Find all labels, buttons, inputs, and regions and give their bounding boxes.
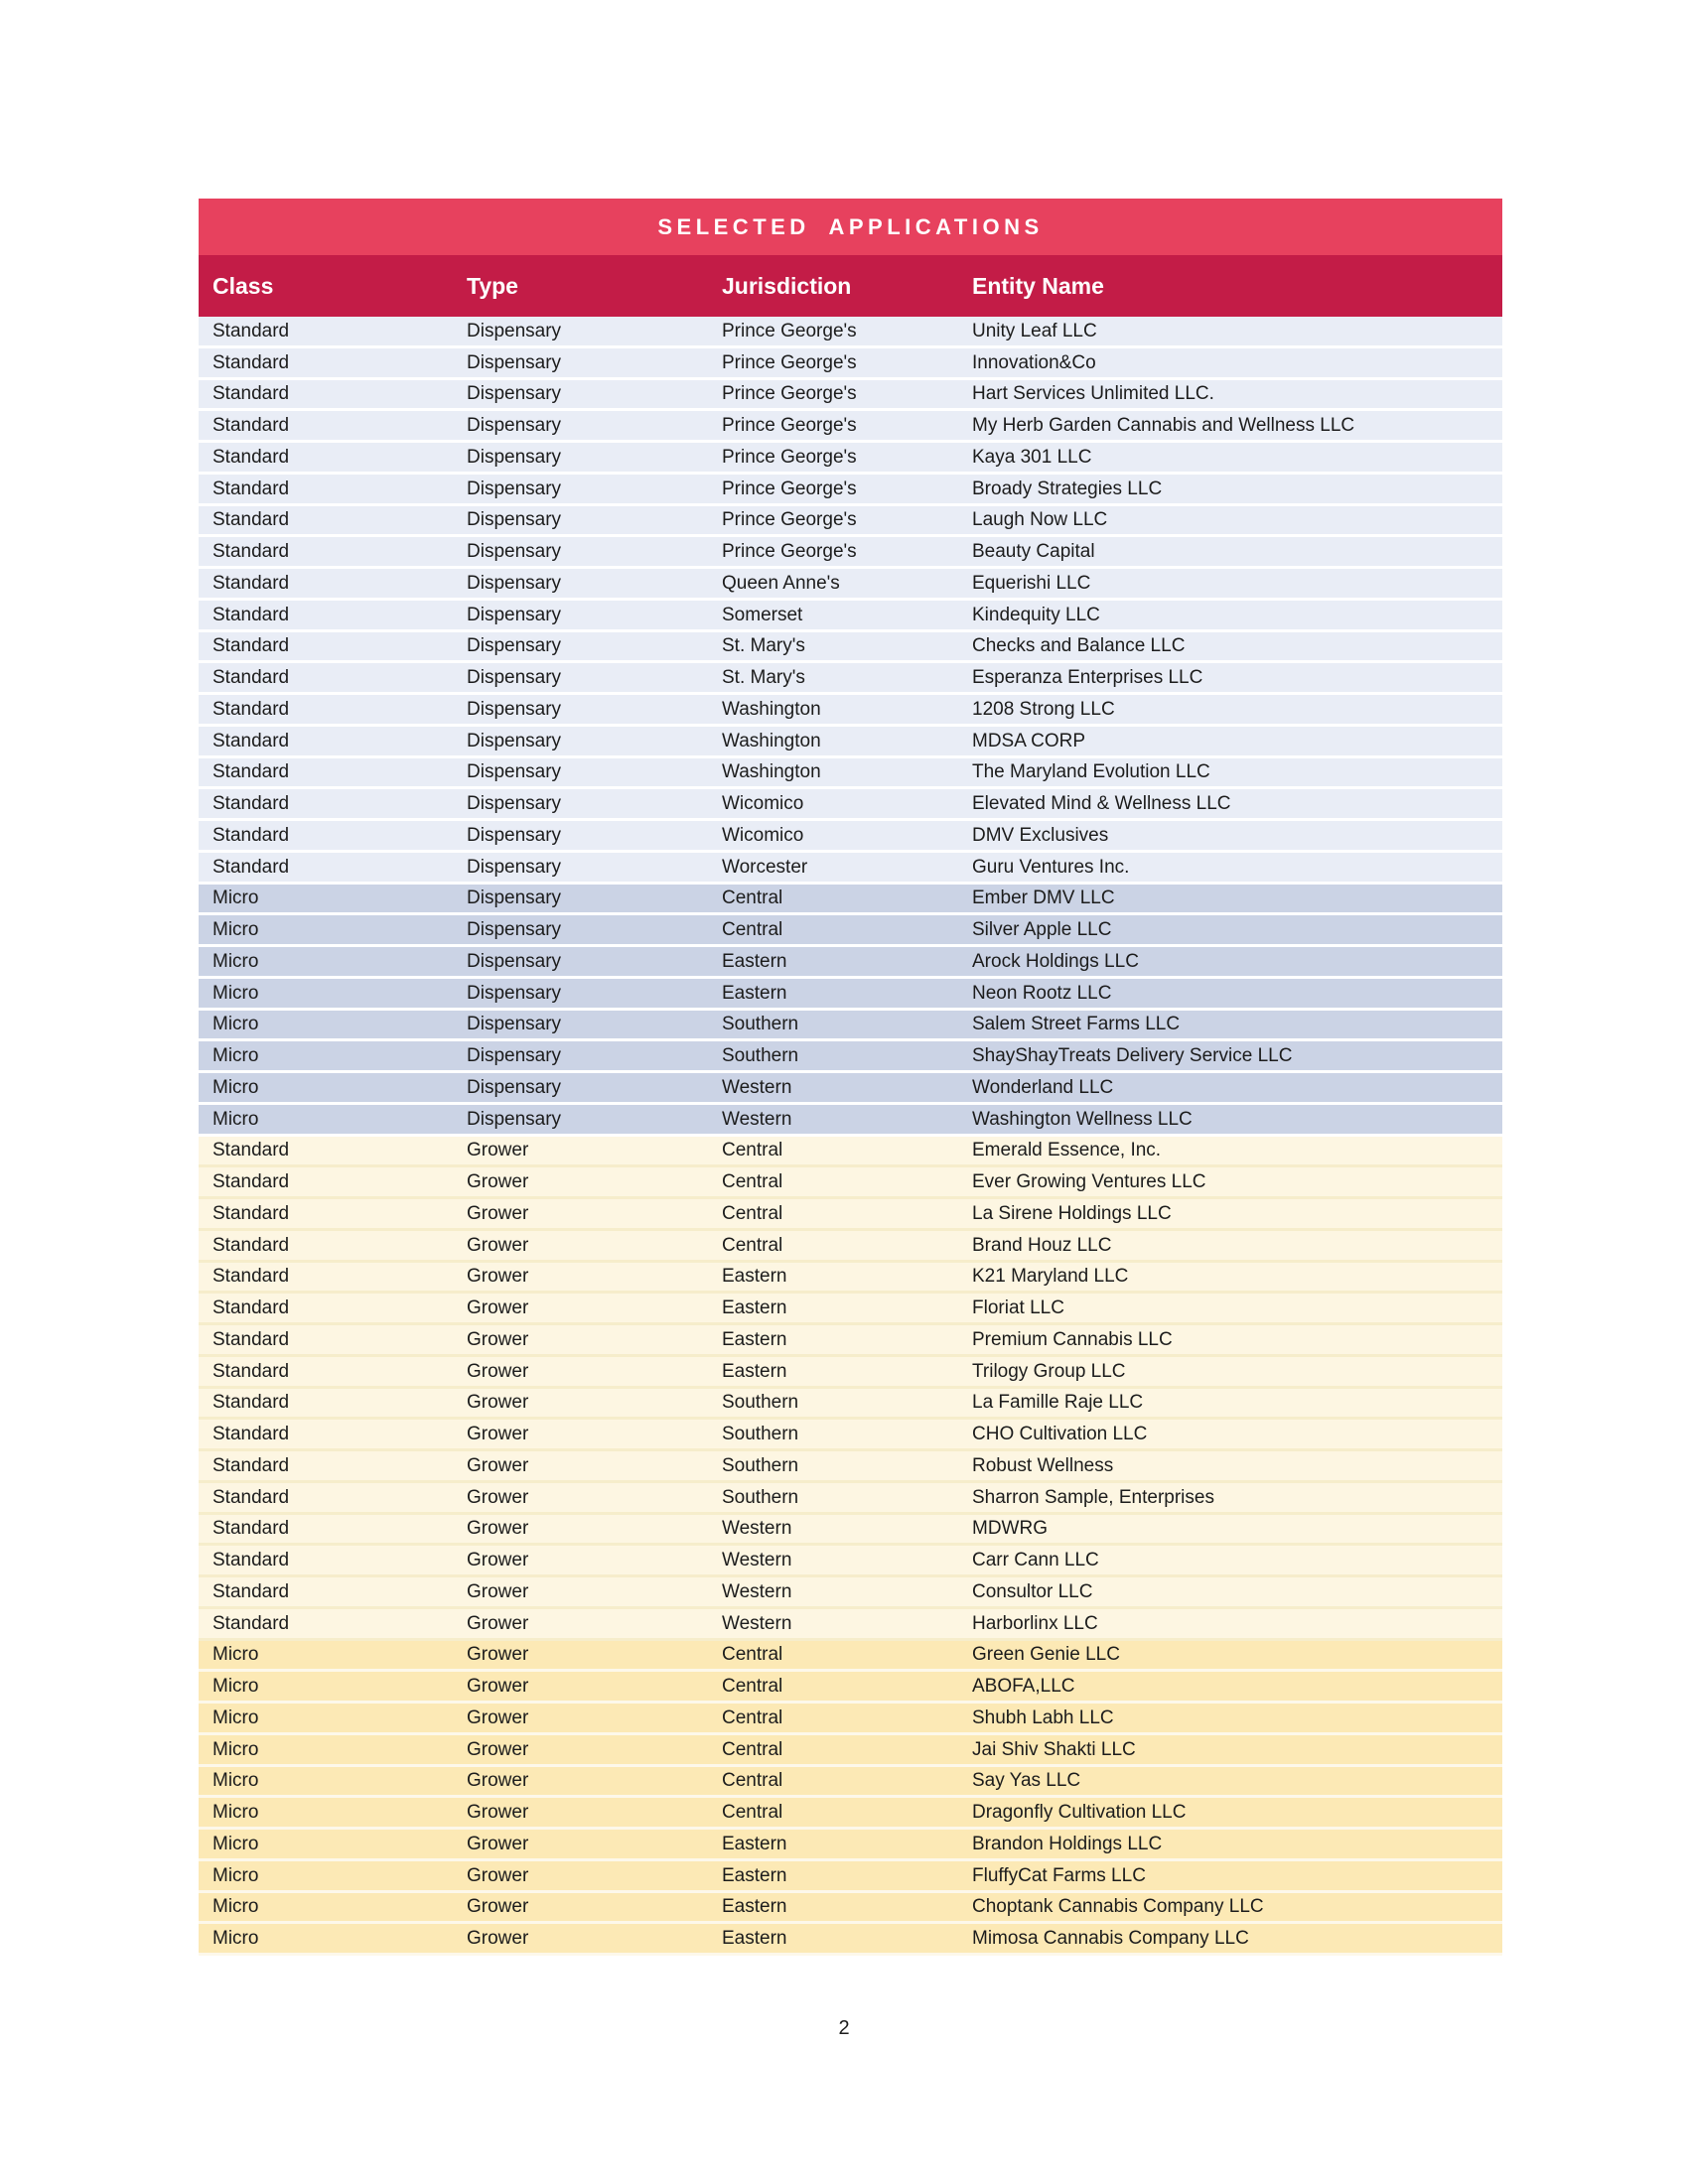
cell-entity-name: Harborlinx LLC [972, 1613, 1098, 1633]
cell-jurisdiction: St. Mary's [722, 668, 805, 688]
cell-class: Standard [212, 1329, 290, 1349]
cell-entity-name: Shubh Labh LLC [972, 1707, 1114, 1727]
cell-jurisdiction: Prince George's [722, 384, 857, 404]
cell-jurisdiction: Eastern [722, 1329, 787, 1349]
cell-jurisdiction: Western [722, 1519, 792, 1539]
table-row [199, 1609, 1502, 1641]
table-row [199, 1830, 1502, 1861]
cell-entity-name: Premium Cannabis LLC [972, 1329, 1173, 1349]
table-row [199, 1073, 1502, 1105]
table-row [199, 758, 1502, 790]
cell-entity-name: FluffyCat Farms LLC [972, 1865, 1146, 1885]
cell-jurisdiction: Western [722, 1077, 792, 1097]
table-row [199, 601, 1502, 632]
table-title: SELECTED APPLICATIONS [199, 199, 1502, 255]
cell-entity-name: Sharron Sample, Enterprises [972, 1487, 1214, 1507]
cell-entity-name: Green Genie LLC [972, 1645, 1120, 1665]
cell-jurisdiction: Southern [722, 1487, 799, 1507]
cell-jurisdiction: Western [722, 1581, 792, 1601]
cell-jurisdiction: Central [722, 888, 783, 908]
cell-type: Grower [467, 1361, 529, 1381]
cell-jurisdiction: Eastern [722, 1929, 787, 1949]
cell-class: Micro [212, 1929, 259, 1949]
table-row [199, 1924, 1502, 1956]
table-row [199, 1483, 1502, 1515]
cell-class: Standard [212, 1393, 290, 1413]
cell-jurisdiction: Worcester [722, 857, 808, 877]
cell-class: Standard [212, 573, 290, 593]
cell-entity-name: Esperanza Enterprises LLC [972, 668, 1203, 688]
cell-entity-name: 1208 Strong LLC [972, 699, 1115, 719]
cell-entity-name: DMV Exclusives [972, 825, 1109, 845]
cell-type: Dispensary [467, 636, 562, 656]
cell-class: Micro [212, 1109, 259, 1129]
cell-type: Grower [467, 1771, 529, 1791]
cell-entity-name: Ember DMV LLC [972, 888, 1115, 908]
cell-entity-name: Carr Cann LLC [972, 1551, 1099, 1570]
cell-type: Dispensary [467, 542, 562, 562]
cell-class: Micro [212, 1046, 259, 1066]
cell-jurisdiction: Eastern [722, 1361, 787, 1381]
cell-entity-name: Broady Strategies LLC [972, 478, 1163, 498]
cell-type: Grower [467, 1519, 529, 1539]
cell-entity-name: My Herb Garden Cannabis and Wellness LLC [972, 416, 1355, 436]
cell-jurisdiction: Central [722, 1172, 783, 1192]
cell-type: Grower [467, 1235, 529, 1255]
selected-applications-table [199, 199, 1502, 1956]
cell-jurisdiction: St. Mary's [722, 636, 805, 656]
page-number: 2 [838, 2017, 850, 2039]
cell-class: Micro [212, 1865, 259, 1885]
cell-class: Standard [212, 825, 290, 845]
cell-entity-name: Neon Rootz LLC [972, 983, 1112, 1003]
cell-type: Grower [467, 1329, 529, 1349]
table-row [199, 569, 1502, 601]
table-row [199, 1231, 1502, 1263]
cell-entity-name: Robust Wellness [972, 1455, 1114, 1475]
cell-type: Grower [467, 1865, 529, 1885]
cell-jurisdiction: Central [722, 1141, 783, 1160]
cell-jurisdiction: Prince George's [722, 447, 857, 467]
cell-jurisdiction: Western [722, 1613, 792, 1633]
cell-type: Dispensary [467, 731, 562, 751]
cell-entity-name: Wonderland LLC [972, 1077, 1114, 1097]
cell-entity-name: Beauty Capital [972, 542, 1095, 562]
cell-type: Dispensary [467, 1046, 562, 1066]
cell-entity-name: Brandon Holdings LLC [972, 1834, 1163, 1853]
cell-jurisdiction: Western [722, 1109, 792, 1129]
table-row [199, 789, 1502, 821]
table-row [199, 411, 1502, 443]
cell-class: Micro [212, 1707, 259, 1727]
cell-entity-name: K21 Maryland LLC [972, 1267, 1129, 1287]
cell-jurisdiction: Prince George's [722, 542, 857, 562]
table-row [199, 1041, 1502, 1073]
cell-class: Standard [212, 1203, 290, 1223]
table-row [199, 1389, 1502, 1421]
cell-entity-name: ShayShayTreats Delivery Service LLC [972, 1046, 1293, 1066]
cell-jurisdiction: Eastern [722, 983, 787, 1003]
cell-jurisdiction: Somerset [722, 605, 803, 624]
cell-class: Standard [212, 1425, 290, 1444]
cell-class: Standard [212, 1141, 290, 1160]
cell-class: Standard [212, 1298, 290, 1318]
cell-entity-name: Hart Services Unlimited LLC. [972, 384, 1214, 404]
cell-type: Grower [467, 1645, 529, 1665]
table-header-row [199, 255, 1502, 317]
table-row [199, 1420, 1502, 1451]
cell-jurisdiction: Central [722, 1677, 783, 1697]
cell-jurisdiction: Eastern [722, 951, 787, 971]
cell-class: Standard [212, 605, 290, 624]
table-row [199, 1357, 1502, 1389]
cell-class: Standard [212, 1455, 290, 1475]
table-row [199, 1577, 1502, 1609]
cell-class: Standard [212, 1361, 290, 1381]
table-row [199, 537, 1502, 569]
cell-class: Micro [212, 1739, 259, 1759]
table-row [199, 1546, 1502, 1577]
cell-type: Dispensary [467, 321, 562, 341]
cell-type: Dispensary [467, 668, 562, 688]
table-row [199, 1641, 1502, 1673]
table-body [199, 317, 1502, 1956]
cell-class: Standard [212, 1581, 290, 1601]
table-row [199, 885, 1502, 916]
table-row [199, 1451, 1502, 1483]
cell-class: Standard [212, 699, 290, 719]
cell-type: Grower [467, 1141, 529, 1160]
cell-entity-name: CHO Cultivation LLC [972, 1425, 1148, 1444]
cell-entity-name: MDSA CORP [972, 731, 1086, 751]
cell-class: Micro [212, 1834, 259, 1853]
cell-entity-name: MDWRG [972, 1519, 1048, 1539]
cell-jurisdiction: Wicomico [722, 825, 804, 845]
table-row [199, 1798, 1502, 1830]
cell-entity-name: Salem Street Farms LLC [972, 1015, 1181, 1034]
cell-class: Standard [212, 1172, 290, 1192]
table-row [199, 1199, 1502, 1231]
cell-type: Grower [467, 1707, 529, 1727]
cell-jurisdiction: Eastern [722, 1267, 787, 1287]
cell-class: Standard [212, 794, 290, 814]
table-row [199, 506, 1502, 538]
cell-type: Grower [467, 1613, 529, 1633]
cell-class: Micro [212, 1803, 259, 1823]
cell-type: Grower [467, 1551, 529, 1570]
cell-class: Micro [212, 1015, 259, 1034]
cell-type: Dispensary [467, 762, 562, 782]
table-row [199, 821, 1502, 853]
column-header-type: Type [467, 272, 518, 299]
cell-type: Grower [467, 1487, 529, 1507]
table-row [199, 947, 1502, 979]
cell-class: Micro [212, 888, 259, 908]
table-row [199, 1294, 1502, 1325]
cell-type: Grower [467, 1172, 529, 1192]
cell-type: Dispensary [467, 825, 562, 845]
cell-type: Dispensary [467, 888, 562, 908]
cell-entity-name: Say Yas LLC [972, 1771, 1081, 1791]
table-row [199, 1861, 1502, 1893]
cell-entity-name: The Maryland Evolution LLC [972, 762, 1210, 782]
cell-type: Grower [467, 1929, 529, 1949]
cell-type: Dispensary [467, 920, 562, 940]
cell-class: Micro [212, 1645, 259, 1665]
cell-entity-name: Consultor LLC [972, 1581, 1093, 1601]
cell-type: Dispensary [467, 1109, 562, 1129]
cell-entity-name: Washington Wellness LLC [972, 1109, 1193, 1129]
cell-entity-name: Silver Apple LLC [972, 920, 1112, 940]
cell-entity-name: Checks and Balance LLC [972, 636, 1186, 656]
cell-jurisdiction: Prince George's [722, 352, 857, 372]
cell-jurisdiction: Washington [722, 762, 821, 782]
cell-jurisdiction: Prince George's [722, 478, 857, 498]
cell-entity-name: Unity Leaf LLC [972, 321, 1097, 341]
cell-entity-name: Mimosa Cannabis Company LLC [972, 1929, 1249, 1949]
cell-type: Dispensary [467, 416, 562, 436]
cell-class: Standard [212, 321, 290, 341]
cell-entity-name: La Famille Raje LLC [972, 1393, 1144, 1413]
cell-class: Standard [212, 352, 290, 372]
cell-jurisdiction: Eastern [722, 1865, 787, 1885]
cell-entity-name: Trilogy Group LLC [972, 1361, 1126, 1381]
cell-entity-name: Equerishi LLC [972, 573, 1091, 593]
table-row [199, 1672, 1502, 1704]
column-header-jurisdiction: Jurisdiction [722, 272, 852, 299]
cell-type: Grower [467, 1267, 529, 1287]
table-row [199, 1515, 1502, 1547]
cell-class: Micro [212, 1897, 259, 1917]
table-row [199, 348, 1502, 380]
cell-type: Grower [467, 1298, 529, 1318]
cell-type: Dispensary [467, 447, 562, 467]
cell-jurisdiction: Prince George's [722, 321, 857, 341]
cell-entity-name: Kindequity LLC [972, 605, 1100, 624]
cell-type: Grower [467, 1739, 529, 1759]
cell-type: Grower [467, 1455, 529, 1475]
cell-jurisdiction: Central [722, 1203, 783, 1223]
cell-class: Standard [212, 762, 290, 782]
table-row [199, 1704, 1502, 1735]
cell-jurisdiction: Southern [722, 1455, 799, 1475]
cell-class: Standard [212, 542, 290, 562]
cell-class: Standard [212, 668, 290, 688]
table-row [199, 1893, 1502, 1925]
cell-type: Grower [467, 1897, 529, 1917]
cell-jurisdiction: Southern [722, 1046, 799, 1066]
table-row [199, 380, 1502, 412]
cell-entity-name: Dragonfly Cultivation LLC [972, 1803, 1187, 1823]
cell-type: Dispensary [467, 983, 562, 1003]
cell-class: Micro [212, 1077, 259, 1097]
cell-type: Dispensary [467, 384, 562, 404]
cell-type: Dispensary [467, 573, 562, 593]
table-row [199, 915, 1502, 947]
cell-class: Standard [212, 416, 290, 436]
table-row [199, 1011, 1502, 1042]
cell-jurisdiction: Central [722, 1707, 783, 1727]
table-row [199, 632, 1502, 664]
cell-jurisdiction: Wicomico [722, 794, 804, 814]
cell-entity-name: ABOFA,LLC [972, 1677, 1075, 1697]
cell-class: Micro [212, 1771, 259, 1791]
cell-jurisdiction: Central [722, 1235, 783, 1255]
cell-jurisdiction: Southern [722, 1425, 799, 1444]
table-row [199, 979, 1502, 1011]
table-row [199, 1263, 1502, 1295]
cell-entity-name: Ever Growing Ventures LLC [972, 1172, 1206, 1192]
table-row [199, 1137, 1502, 1168]
cell-class: Standard [212, 1267, 290, 1287]
cell-entity-name: Floriat LLC [972, 1298, 1064, 1318]
cell-jurisdiction: Central [722, 920, 783, 940]
cell-type: Dispensary [467, 857, 562, 877]
cell-jurisdiction: Central [722, 1771, 783, 1791]
cell-type: Grower [467, 1803, 529, 1823]
table-row [199, 317, 1502, 348]
cell-jurisdiction: Southern [722, 1393, 799, 1413]
cell-class: Standard [212, 857, 290, 877]
column-header-class: Class [212, 272, 274, 299]
table-row [199, 1325, 1502, 1357]
cell-class: Standard [212, 478, 290, 498]
cell-jurisdiction: Central [722, 1739, 783, 1759]
cell-jurisdiction: Eastern [722, 1298, 787, 1318]
cell-type: Grower [467, 1203, 529, 1223]
cell-class: Standard [212, 1487, 290, 1507]
table-row [199, 1767, 1502, 1799]
cell-entity-name: Guru Ventures Inc. [972, 857, 1130, 877]
table-row [199, 1167, 1502, 1199]
cell-class: Micro [212, 920, 259, 940]
column-header-entity-name: Entity Name [972, 272, 1104, 299]
cell-class: Standard [212, 447, 290, 467]
cell-type: Grower [467, 1425, 529, 1444]
table-row [199, 1105, 1502, 1137]
table-row [199, 443, 1502, 475]
table-row [199, 853, 1502, 885]
cell-type: Dispensary [467, 352, 562, 372]
cell-type: Dispensary [467, 951, 562, 971]
cell-entity-name: Elevated Mind & Wellness LLC [972, 794, 1231, 814]
cell-class: Standard [212, 384, 290, 404]
cell-jurisdiction: Prince George's [722, 416, 857, 436]
cell-class: Standard [212, 1613, 290, 1633]
cell-type: Grower [467, 1581, 529, 1601]
cell-jurisdiction: Central [722, 1803, 783, 1823]
cell-type: Dispensary [467, 794, 562, 814]
cell-entity-name: La Sirene Holdings LLC [972, 1203, 1172, 1223]
cell-jurisdiction: Washington [722, 731, 821, 751]
cell-class: Standard [212, 1235, 290, 1255]
cell-type: Dispensary [467, 1015, 562, 1034]
table-row [199, 475, 1502, 506]
cell-jurisdiction: Eastern [722, 1897, 787, 1917]
cell-entity-name: Laugh Now LLC [972, 510, 1108, 530]
cell-type: Dispensary [467, 478, 562, 498]
cell-class: Standard [212, 510, 290, 530]
cell-entity-name: Choptank Cannabis Company LLC [972, 1897, 1264, 1917]
cell-type: Dispensary [467, 699, 562, 719]
cell-entity-name: Arock Holdings LLC [972, 951, 1139, 971]
cell-entity-name: Brand Houz LLC [972, 1235, 1112, 1255]
table-row [199, 1735, 1502, 1767]
table-row [199, 695, 1502, 727]
cell-jurisdiction: Eastern [722, 1834, 787, 1853]
cell-jurisdiction: Central [722, 1645, 783, 1665]
cell-entity-name: Kaya 301 LLC [972, 447, 1092, 467]
cell-entity-name: Innovation&Co [972, 352, 1096, 372]
table-row [199, 727, 1502, 758]
cell-jurisdiction: Western [722, 1551, 792, 1570]
cell-type: Grower [467, 1677, 529, 1697]
cell-type: Grower [467, 1393, 529, 1413]
cell-class: Standard [212, 636, 290, 656]
cell-jurisdiction: Prince George's [722, 510, 857, 530]
cell-jurisdiction: Washington [722, 699, 821, 719]
cell-class: Standard [212, 731, 290, 751]
cell-class: Micro [212, 983, 259, 1003]
cell-jurisdiction: Queen Anne's [722, 573, 840, 593]
cell-type: Dispensary [467, 1077, 562, 1097]
cell-entity-name: Jai Shiv Shakti LLC [972, 1739, 1136, 1759]
cell-type: Dispensary [467, 605, 562, 624]
cell-jurisdiction: Southern [722, 1015, 799, 1034]
cell-class: Micro [212, 951, 259, 971]
cell-class: Standard [212, 1519, 290, 1539]
cell-type: Grower [467, 1834, 529, 1853]
cell-type: Dispensary [467, 510, 562, 530]
cell-entity-name: Emerald Essence, Inc. [972, 1141, 1162, 1160]
table-row [199, 663, 1502, 695]
cell-class: Micro [212, 1677, 259, 1697]
cell-class: Standard [212, 1551, 290, 1570]
